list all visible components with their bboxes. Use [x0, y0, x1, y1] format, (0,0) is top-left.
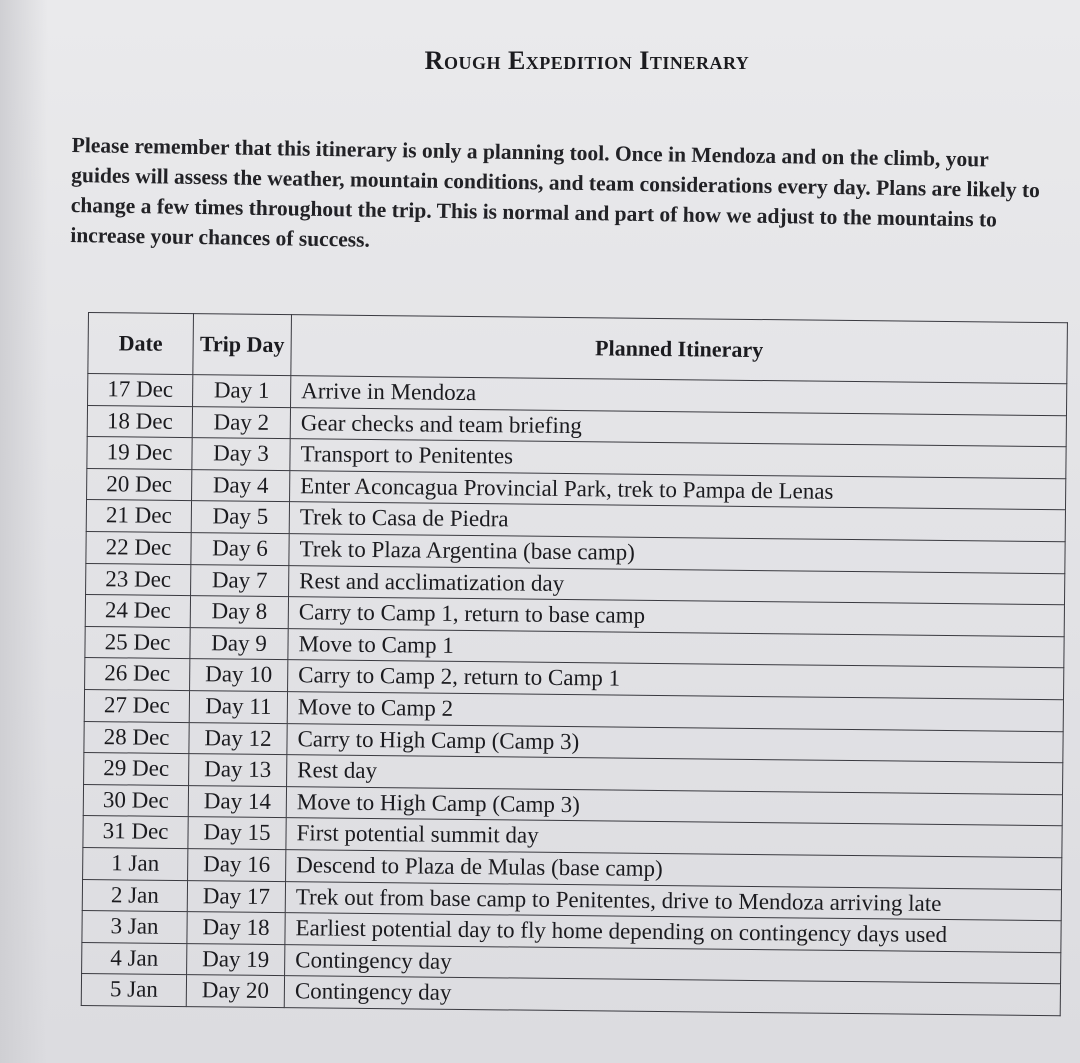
- trip-day-cell: Day 19: [187, 943, 285, 976]
- itinerary-cell: Rest and acclimatization day: [289, 565, 1065, 605]
- date-cell: 3 Jan: [82, 911, 187, 944]
- itinerary-cell: Move to Camp 1: [288, 628, 1064, 668]
- date-cell: 30 Dec: [83, 784, 188, 817]
- date-cell: 29 Dec: [84, 753, 189, 786]
- trip-day-cell: Day 12: [189, 722, 287, 755]
- trip-day-cell: Day 13: [189, 754, 287, 787]
- date-cell: 4 Jan: [82, 942, 187, 975]
- trip-day-cell: Day 2: [192, 406, 290, 439]
- itinerary-cell: Arrive in Mendoza: [291, 376, 1067, 416]
- date-cell: 21 Dec: [86, 500, 191, 533]
- trip-day-cell: Day 1: [193, 375, 291, 408]
- trip-day-cell: Day 20: [186, 975, 284, 1008]
- trip-day-cell: Day 8: [190, 596, 288, 629]
- trip-day-cell: Day 16: [188, 848, 286, 881]
- table-header-row: [88, 313, 1068, 384]
- itinerary-table: [81, 312, 1068, 1016]
- date-cell: 27 Dec: [84, 689, 189, 722]
- trip-day-cell: Day 6: [191, 533, 289, 566]
- table-body: [81, 374, 1067, 1016]
- itinerary-cell: First potential summit day: [286, 818, 1062, 858]
- itinerary-cell: Enter Aconcagua Provincial Park, trek to Pampa de Lenas: [290, 470, 1066, 510]
- header-date: Date: [88, 313, 194, 375]
- itinerary-cell: Transport to Penitentes: [290, 439, 1066, 479]
- trip-day-cell: Day 9: [190, 627, 288, 660]
- date-cell: 22 Dec: [86, 531, 191, 564]
- itinerary-cell: Trek to Plaza Argentina (base camp): [289, 534, 1065, 574]
- trip-day-cell: Day 7: [191, 564, 289, 597]
- date-cell: 19 Dec: [87, 437, 192, 470]
- date-cell: 20 Dec: [87, 468, 192, 501]
- header-trip-day: Trip Day: [193, 314, 292, 376]
- trip-day-cell: Day 5: [191, 501, 289, 534]
- itinerary-cell: Trek out from base camp to Penitentes, drive to Mendoza arriving late: [285, 881, 1061, 921]
- date-cell: 26 Dec: [85, 658, 190, 691]
- itinerary-cell: Gear checks and team briefing: [290, 407, 1066, 447]
- date-cell: 2 Jan: [82, 879, 187, 912]
- itinerary-cell: Move to High Camp (Camp 3): [286, 786, 1062, 826]
- date-cell: 1 Jan: [83, 847, 188, 880]
- trip-day-cell: Day 4: [192, 469, 290, 502]
- itinerary-cell: Descend to Plaza de Mulas (base camp): [286, 850, 1062, 890]
- trip-day-cell: Day 17: [187, 880, 285, 913]
- itinerary-cell: Carry to High Camp (Camp 3): [287, 723, 1063, 763]
- trip-day-cell: Day 14: [188, 785, 286, 818]
- trip-day-cell: Day 3: [192, 438, 290, 471]
- trip-day-cell: Day 11: [189, 691, 287, 724]
- trip-day-cell: Day 10: [190, 659, 288, 692]
- document-title: Rough Expedition Itinerary: [424, 46, 750, 75]
- date-cell: 31 Dec: [83, 816, 188, 849]
- trip-day-cell: Day 15: [188, 817, 286, 850]
- itinerary-cell: Move to Camp 2: [287, 692, 1063, 732]
- date-cell: 23 Dec: [86, 563, 191, 596]
- header-planned-itinerary: Planned Itinerary: [291, 315, 1068, 384]
- date-cell: 5 Jan: [81, 974, 186, 1007]
- itinerary-cell: Contingency day: [285, 944, 1061, 984]
- trip-day-cell: Day 18: [187, 912, 285, 945]
- intro-text: Please remember that this itinerary is only a planning tool. Once in Mendoza and on the climb, your guides will assess the weather, mountain conditions, and team considerations every day. Plans are likely to change a few times throughout the trip. This is normal and part of how we adjust to the mountains to increase your chances of success.: [70, 132, 1041, 252]
- itinerary-cell: Earliest potential day to fly home depending on contingency days used: [285, 913, 1061, 953]
- page-edge-shadow: [0, 0, 48, 1063]
- date-cell: 24 Dec: [85, 595, 190, 628]
- itinerary-cell: Contingency day: [284, 976, 1060, 1016]
- date-cell: 18 Dec: [87, 405, 192, 438]
- itinerary-cell: Trek to Casa de Piedra: [289, 502, 1065, 542]
- date-cell: 17 Dec: [88, 374, 193, 407]
- date-cell: 28 Dec: [84, 721, 189, 754]
- itinerary-cell: Rest day: [287, 755, 1063, 795]
- itinerary-table-container: [81, 312, 1068, 1016]
- itinerary-cell: Carry to Camp 1, return to base camp: [288, 597, 1064, 637]
- intro-paragraph: [70, 130, 1052, 265]
- itinerary-cell: Carry to Camp 2, return to Camp 1: [288, 660, 1064, 700]
- date-cell: 25 Dec: [85, 626, 190, 659]
